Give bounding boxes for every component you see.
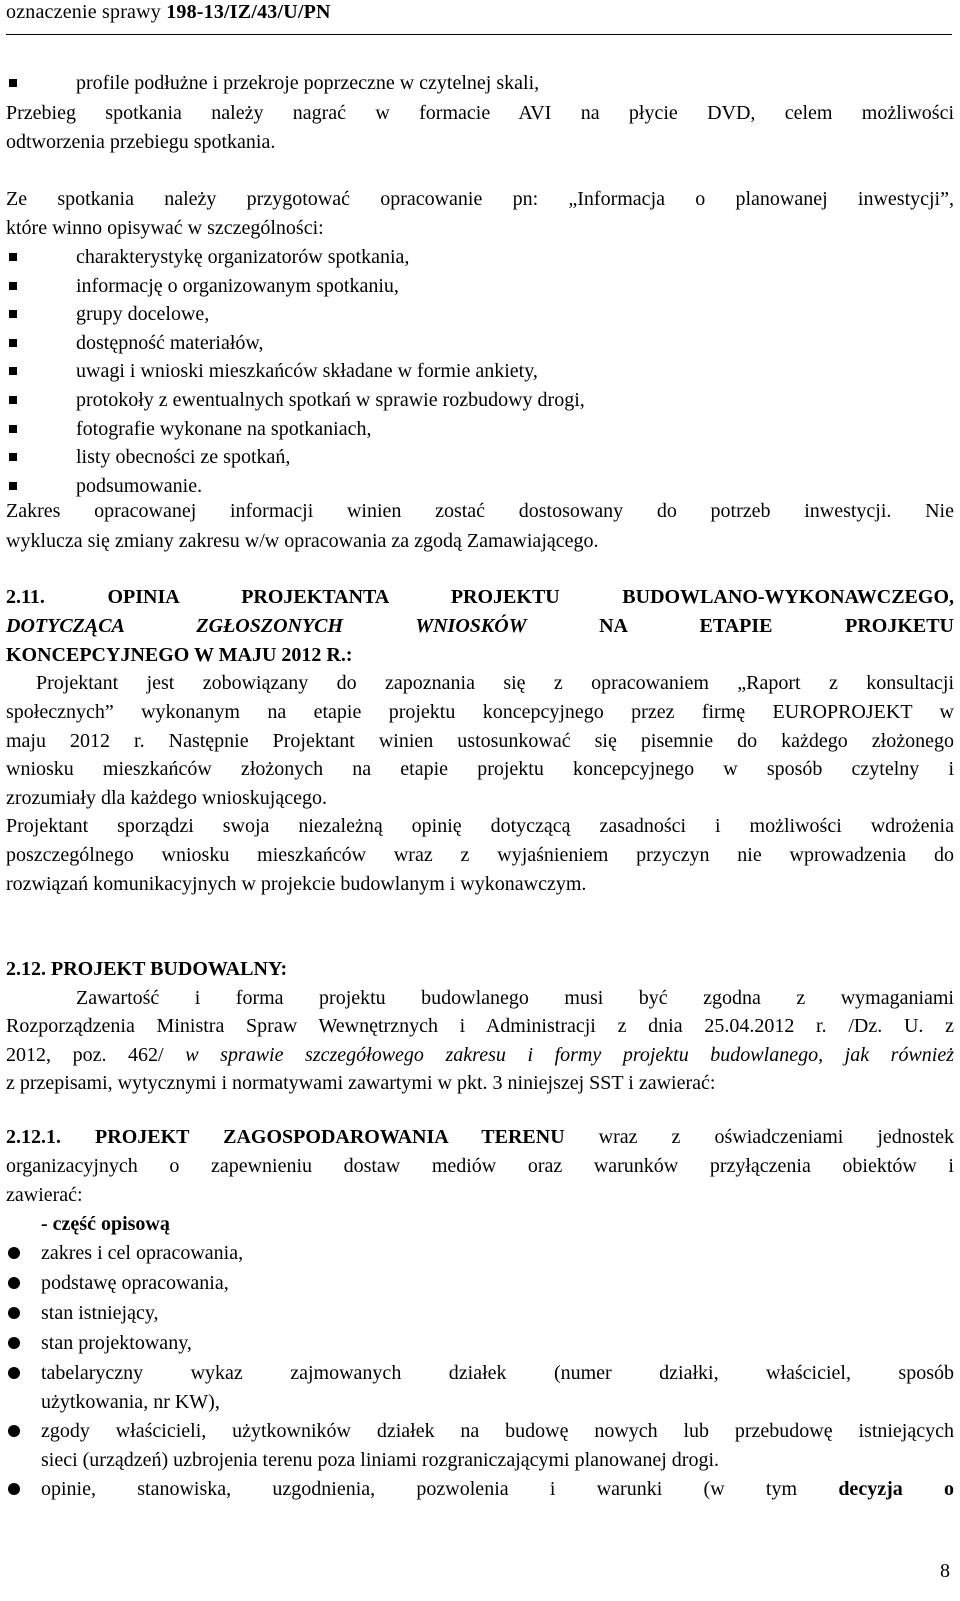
list-item	[76, 387, 954, 413]
square-bullet-icon	[9, 282, 17, 290]
page-number: 8	[940, 1560, 950, 1582]
round-bullet-icon	[8, 1307, 20, 1319]
heading-rest-part: NA ETAPIE PROJKETU	[599, 615, 955, 637]
heading-italic-part: DOTYCZĄCA ZGŁOSZONYCH WNIOSKÓW	[6, 615, 527, 637]
paragraph-line: Zawartość i forma projektu budowlanego musi być zgodna z wymaganiami	[76, 987, 954, 1009]
section-heading: 2.12. PROJEKT BUDOWALNY:	[6, 958, 288, 980]
page-header	[6, 0, 331, 24]
square-bullet-icon	[9, 453, 17, 461]
subheading: - część opisową	[41, 1213, 170, 1235]
paragraph-line	[6, 1042, 954, 1068]
paragraph-line: Projektant sporządzi swoja niezależną opinię dotyczącą zasadności i możliwości wdrożenia	[6, 815, 954, 837]
list-item-text: opinie, stanowiska, uzgodnienia, pozwolenia i warunki (w tym	[41, 1478, 798, 1500]
paragraph-line: organizacyjnych o zapewnieniu dostaw mediów oraz warunków przyłączenia obiektów i	[6, 1155, 954, 1177]
list-item-text: podsumowanie.	[76, 474, 203, 497]
list-item-text: dostępność materiałów,	[76, 331, 264, 354]
paragraph-line: zawierać:	[6, 1184, 83, 1206]
list-item	[76, 244, 954, 270]
heading-rest-part: wraz z oświadczeniami jednostek	[598, 1126, 954, 1148]
square-bullet-icon	[9, 367, 17, 375]
square-bullet-icon	[9, 253, 17, 261]
paragraph-line: z przepisami, wytycznymi i normatywami zawartymi w pkt. 3 niniejszej SST i zawierać:	[6, 1072, 716, 1094]
case-label: oznaczenie sprawy	[6, 1, 161, 23]
square-bullet-icon	[9, 396, 17, 404]
round-bullet-icon	[8, 1483, 20, 1495]
square-bullet-icon	[9, 339, 17, 347]
list-item	[41, 1360, 954, 1386]
paragraph-line: wyklucza się zmiany zakresu w/w opracowania za zgodą Zamawiającego.	[6, 530, 599, 552]
paragraph-line: rozwiązań komunikacyjnych w projekcie budowlanym i wykonawczym.	[6, 873, 587, 895]
section-heading: 2.11. OPINIA PROJEKTANTA PROJEKTU BUDOWLANO-WYKONAWCZEGO,	[6, 586, 954, 608]
list-item	[76, 416, 954, 442]
list-item-text: informację o organizowanym spotkaniu,	[76, 274, 399, 297]
list-item	[41, 1270, 954, 1296]
paragraph-line: Rozporządzenia Ministra Spraw Wewnętrznych i Administracji z dnia 25.04.2012 r. /Dz. U. z	[6, 1015, 954, 1037]
paragraph-line: zrozumiały dla każdego wnioskującego.	[6, 787, 327, 810]
list-item	[76, 330, 954, 356]
section-heading-line: KONCEPCYJNEGO W MAJU 2012 R.:	[6, 644, 353, 666]
paragraph-line: maju 2012 r. Następnie Projektant winien ustosunkować się pisemnie do każdego złożonego	[6, 729, 954, 752]
list-item	[76, 358, 954, 384]
list-item	[76, 444, 954, 470]
line-italic-part: w sprawie szczegółowego zakresu i formy projektu budowlanego, jak również	[185, 1044, 955, 1066]
list-item-text: uwagi i wnioski mieszkańców składane w formie ankiety,	[76, 360, 538, 383]
paragraph-line: wniosku mieszkańców złożonych na etapie projektu koncepcyjnego w sposób czytelny i	[6, 758, 954, 781]
round-bullet-icon	[8, 1337, 20, 1349]
list-item	[76, 473, 954, 499]
round-bullet-icon	[8, 1425, 20, 1437]
list-item	[41, 1418, 954, 1444]
list-item-text: grupy docelowe,	[76, 303, 210, 326]
paragraph-line: Projektant jest zobowiązany do zapoznania się z opracowaniem „Raport z konsultacji	[36, 672, 954, 694]
line-normal-part: 2012, poz. 462/	[6, 1044, 164, 1066]
square-bullet-icon	[9, 79, 17, 87]
list-item-text: zgody właścicieli, użytkowników działek na budowę nowych lub przebudowę istniejących	[41, 1420, 954, 1442]
header-divider	[6, 34, 952, 35]
section-heading-line	[6, 613, 954, 639]
list-item-continuation: sieci (urządzeń) uzbrojenia terenu poza liniami rozgraniczającymi planowanej drogi.	[41, 1449, 720, 1471]
list-item-text: protokoły z ewentualnych spotkań w sprawie rozbudowy drogi,	[76, 389, 585, 411]
heading-bold-part: 2.12.1. PROJEKT ZAGOSPODAROWANIA TERENU	[6, 1126, 565, 1148]
round-bullet-icon	[8, 1247, 20, 1259]
list-item	[41, 1300, 954, 1326]
list-item-text: listy obecności ze spotkań,	[76, 446, 291, 469]
square-bullet-icon	[9, 425, 17, 433]
list-item-text: tabelaryczny wykaz zajmowanych działek (numer działki, właściciel, sposób	[41, 1362, 954, 1384]
round-bullet-icon	[8, 1367, 20, 1379]
list-item-text: charakterystykę organizatorów spotkania,	[76, 246, 410, 268]
round-bullet-icon	[8, 1277, 20, 1289]
list-item	[41, 1476, 954, 1502]
list-item	[41, 1330, 954, 1356]
paragraph-line: które winno opisywać w szczególności:	[6, 217, 324, 239]
paragraph-line: poszczególnego wniosku mieszkańców wraz z wyjaśnieniem przyczyn nie wprowadzenia do	[6, 844, 954, 866]
list-item-bold-text: decyzja o	[838, 1478, 955, 1500]
paragraph-line: Ze spotkania należy przygotować opracowanie pn: „Informacja o planowanej inwestycji”,	[6, 188, 954, 210]
list-item-text: stan projektowany,	[41, 1332, 192, 1354]
list-item	[41, 1240, 954, 1266]
paragraph-line: Przebieg spotkania należy nagrać w formacie AVI na płycie DVD, celem możliwości	[6, 102, 954, 124]
paragraph-line: Zakres opracowanej informacji winien zostać dostosowany do potrzeb inwestycji. Nie	[6, 500, 954, 522]
case-number: 198-13/IZ/43/U/PN	[166, 1, 331, 23]
paragraph-line: odtworzenia przebiegu spotkania.	[6, 131, 276, 153]
list-item-text: stan istniejący,	[41, 1302, 159, 1324]
list-item-text: podstawę opracowania,	[41, 1272, 229, 1294]
square-bullet-icon	[9, 310, 17, 318]
list-item	[76, 301, 954, 327]
list-item	[76, 70, 954, 96]
list-item	[76, 273, 954, 299]
list-item-text: profile podłużne i przekroje poprzeczne w czytelnej skali,	[76, 72, 540, 94]
list-item-text: fotografie wykonane na spotkaniach,	[76, 417, 372, 440]
list-item-continuation: użytkowania, nr KW),	[41, 1391, 220, 1413]
square-bullet-icon	[9, 482, 17, 490]
paragraph-line: społecznych” wykonanym na etapie projektu koncepcyjnego przez firmę EUROPROJEKT w	[6, 700, 954, 723]
list-item-text: zakres i cel opracowania,	[41, 1242, 244, 1264]
section-heading	[6, 1124, 954, 1150]
